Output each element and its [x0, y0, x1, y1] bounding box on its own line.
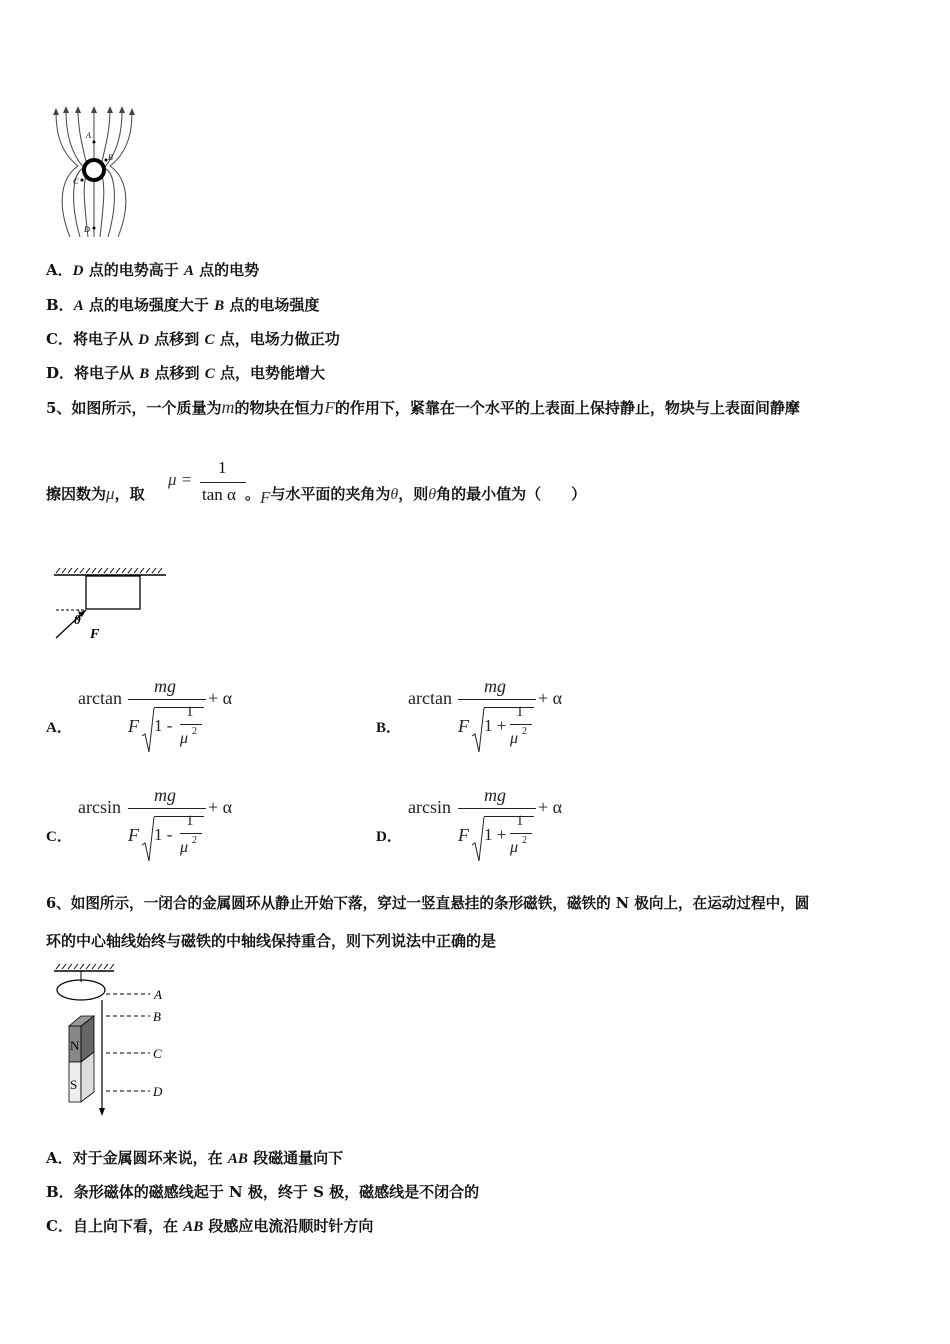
q4-option-c[interactable]: C．将电子从 D 点移到 C 点，电场力做正功 [46, 330, 340, 348]
level-C: C [153, 1046, 162, 1061]
theta-label: θ [74, 612, 81, 627]
q5-stem-line2-a: 擦因数为μ，取 [46, 484, 145, 503]
q4-option-b[interactable]: B．A 点的电场强度大于 B 点的电场强度 [46, 296, 320, 314]
q4-option-d[interactable]: D．将电子从 B 点移到 C 点，电势能增大 [46, 364, 325, 382]
fraction-bar [200, 482, 246, 483]
q6-stem-line2: 环的中心轴线始终与磁铁的中轴线保持重合，则下列说法中正确的是 [46, 932, 497, 950]
label-B: B [108, 153, 113, 162]
q6-stem-line1: 6、如图所示，一闭合的金属圆环从静止开始下落，穿过一竖直悬挂的条形磁铁，磁铁的 N 极向上，在运动过程中，圆 [46, 895, 810, 912]
field-lines-figure [48, 102, 140, 242]
metal-ring [57, 980, 105, 1000]
q6-option-b[interactable]: B．条形磁体的磁感线起于 N 极，终于 S 极，磁感线是不闭合的 [46, 1183, 480, 1201]
label-A: A [86, 131, 91, 140]
q5-option-b[interactable]: B． arctan mg + α F 1 + 1 μ 2 [376, 676, 606, 758]
point-D [93, 227, 96, 230]
ring-magnet-figure [50, 962, 180, 1118]
q6-option-c[interactable]: C．自上向下看，在 AB 段感应电流沿顺时针方向 [46, 1217, 374, 1235]
q5-option-d[interactable]: D． arcsin mg + α F 1 + 1 μ 2 [376, 785, 606, 867]
level-A: A [154, 987, 162, 1002]
block [86, 576, 140, 609]
level-B: B [153, 1009, 161, 1024]
point-A [93, 141, 96, 144]
q5-equation: μ = 1 tan α [168, 458, 248, 508]
q5-option-c[interactable]: C． arcsin mg + α F 1 - 1 μ 2 [46, 785, 276, 867]
label-C: C [73, 177, 79, 186]
south-pole-label: S [70, 1077, 78, 1092]
force-label: F [90, 627, 100, 642]
q5-stem-line2-b: 。F与水平面的夹角为θ，则θ角的最小值为（ ） [245, 485, 587, 507]
level-D: D [153, 1084, 163, 1099]
north-pole-label: N [70, 1038, 80, 1053]
block-force-figure [50, 566, 170, 646]
q5-option-a[interactable]: A． arctan mg + α F 1 - 1 μ 2 [46, 676, 276, 758]
point-C [81, 179, 84, 182]
q6-option-a[interactable]: A．对于金属圆环来说，在 AB 段磁通量向下 [46, 1149, 344, 1167]
q4-option-a[interactable]: A．D 点的电势高于 A 点的电势 [46, 261, 260, 279]
label-D: D [84, 225, 90, 234]
q5-stem-line1: 5、如图所示，一个质量为m的物块在恒力F的作用下，紧靠在一个水平的上表面上保持静止，物块与上表面间静摩 [46, 397, 800, 417]
